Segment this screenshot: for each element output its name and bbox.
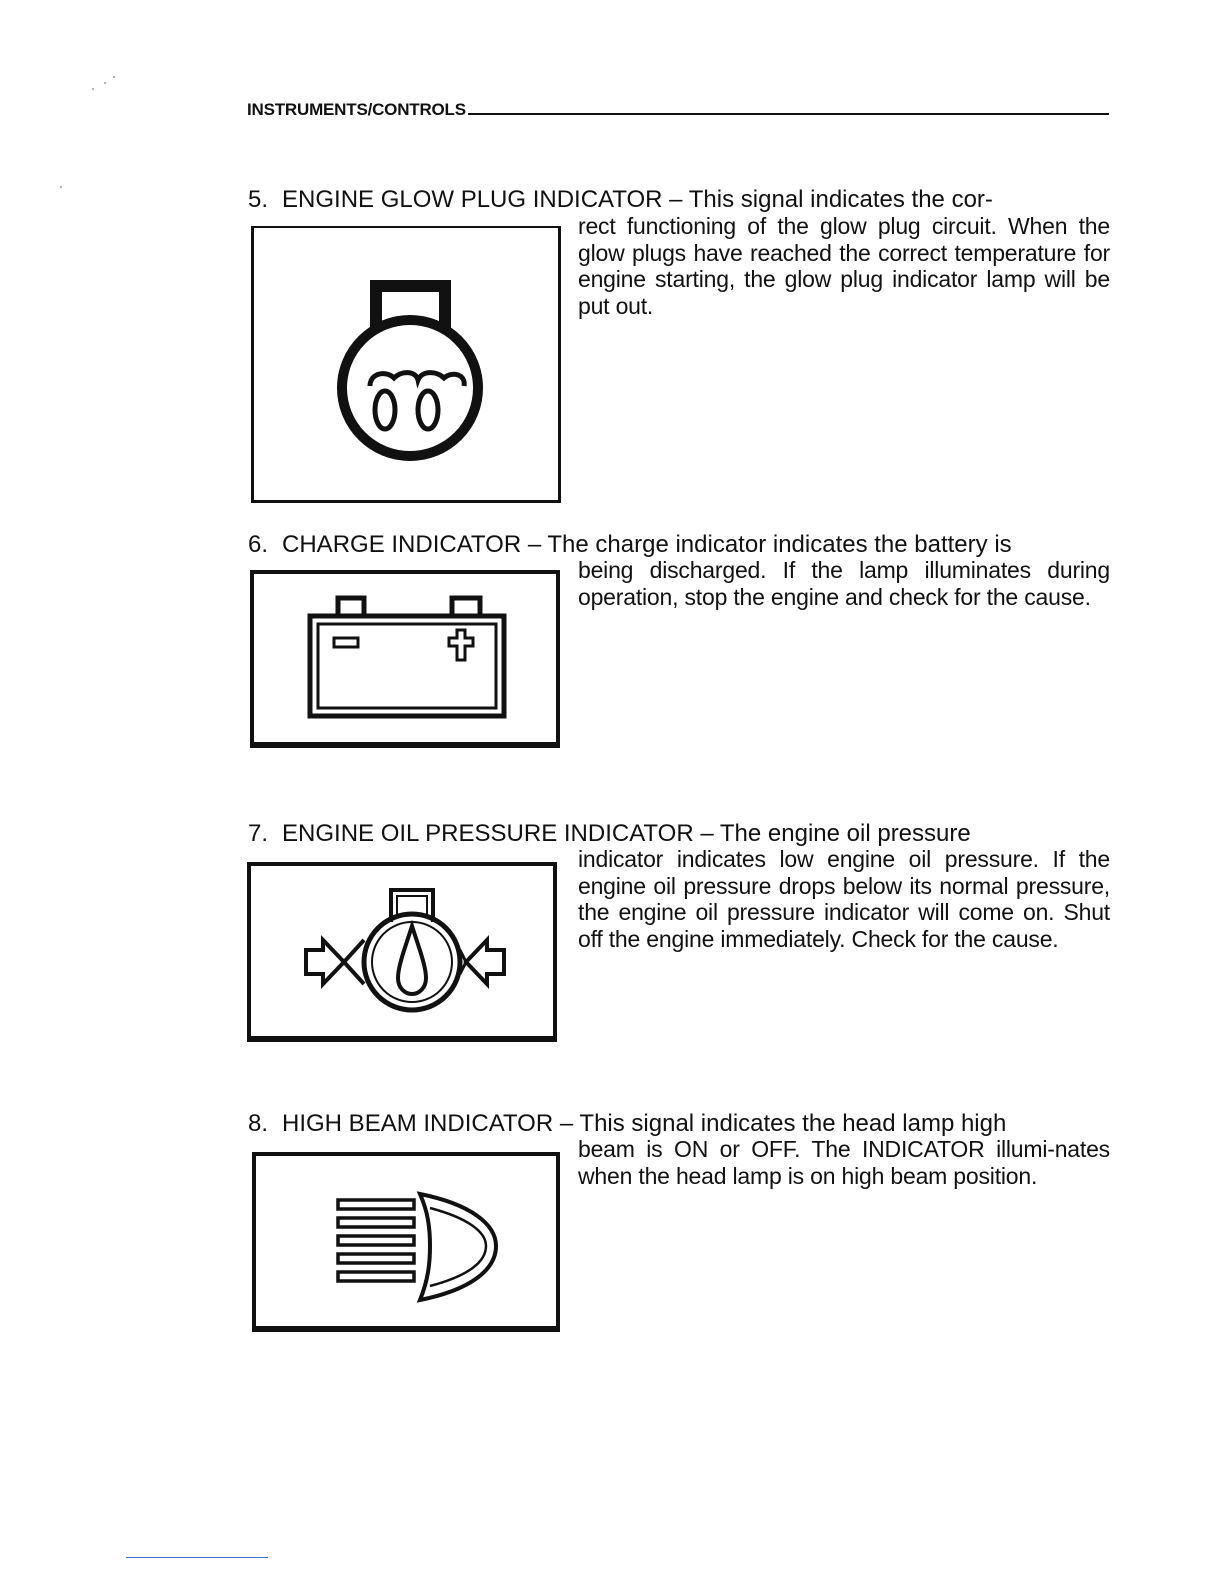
section-heading xyxy=(248,1110,1006,1138)
battery-icon-box xyxy=(250,570,560,748)
oil-pressure-icon-box xyxy=(247,862,557,1042)
glow-plug-icon xyxy=(254,228,558,500)
section-number: 7. xyxy=(248,820,269,847)
section-number: 8. xyxy=(248,1110,269,1137)
page-header xyxy=(247,96,1109,118)
section-description: rect functioning of the glow plug circuit. When the glow plugs have reached the correct temperature for engine starting, the glow plug indicator lamp will be put out. xyxy=(578,213,1110,319)
scan-speck xyxy=(113,76,115,78)
header-rule xyxy=(468,113,1109,115)
section-description: beam is ON or OFF. The INDICATOR illumi-nates when the head lamp is on high beam position. xyxy=(578,1136,1110,1189)
page-title: INSTRUMENTS/CONTROLS xyxy=(247,100,466,119)
section-heading-text: ENGINE GLOW PLUG INDICATOR – This signal indicates the cor- xyxy=(282,186,993,213)
battery-icon xyxy=(254,574,556,742)
glow-plug-icon-box xyxy=(251,226,561,503)
oil-pressure-icon xyxy=(251,866,553,1036)
section-heading-text: HIGH BEAM INDICATOR – This signal indicates the head lamp high xyxy=(282,1110,1007,1137)
section-number: 6. xyxy=(248,531,269,558)
section-description: indicator indicates low engine oil pressure. If the engine oil pressure drops below its normal pressure, the engine oil pressure indicator will come on. Shut off the engine immediately. Check for the cause. xyxy=(578,846,1110,952)
scan-speck xyxy=(104,82,106,84)
scan-speck xyxy=(60,186,62,188)
section-description: being discharged. If the lamp illuminates during operation, stop the engine and check for the cause. xyxy=(578,557,1110,610)
section-heading xyxy=(248,531,1012,559)
section-heading xyxy=(248,820,971,848)
footer-line xyxy=(126,1557,268,1558)
section-heading xyxy=(248,186,993,214)
high-beam-icon-box xyxy=(252,1152,560,1332)
scan-speck xyxy=(92,88,94,90)
high-beam-icon xyxy=(256,1156,556,1326)
section-heading-text: ENGINE OIL PRESSURE INDICATOR – The engine oil pressure xyxy=(282,820,971,847)
section-number: 5. xyxy=(248,186,269,213)
section-heading-text: CHARGE INDICATOR – The charge indicator indicates the battery is xyxy=(282,531,1012,558)
